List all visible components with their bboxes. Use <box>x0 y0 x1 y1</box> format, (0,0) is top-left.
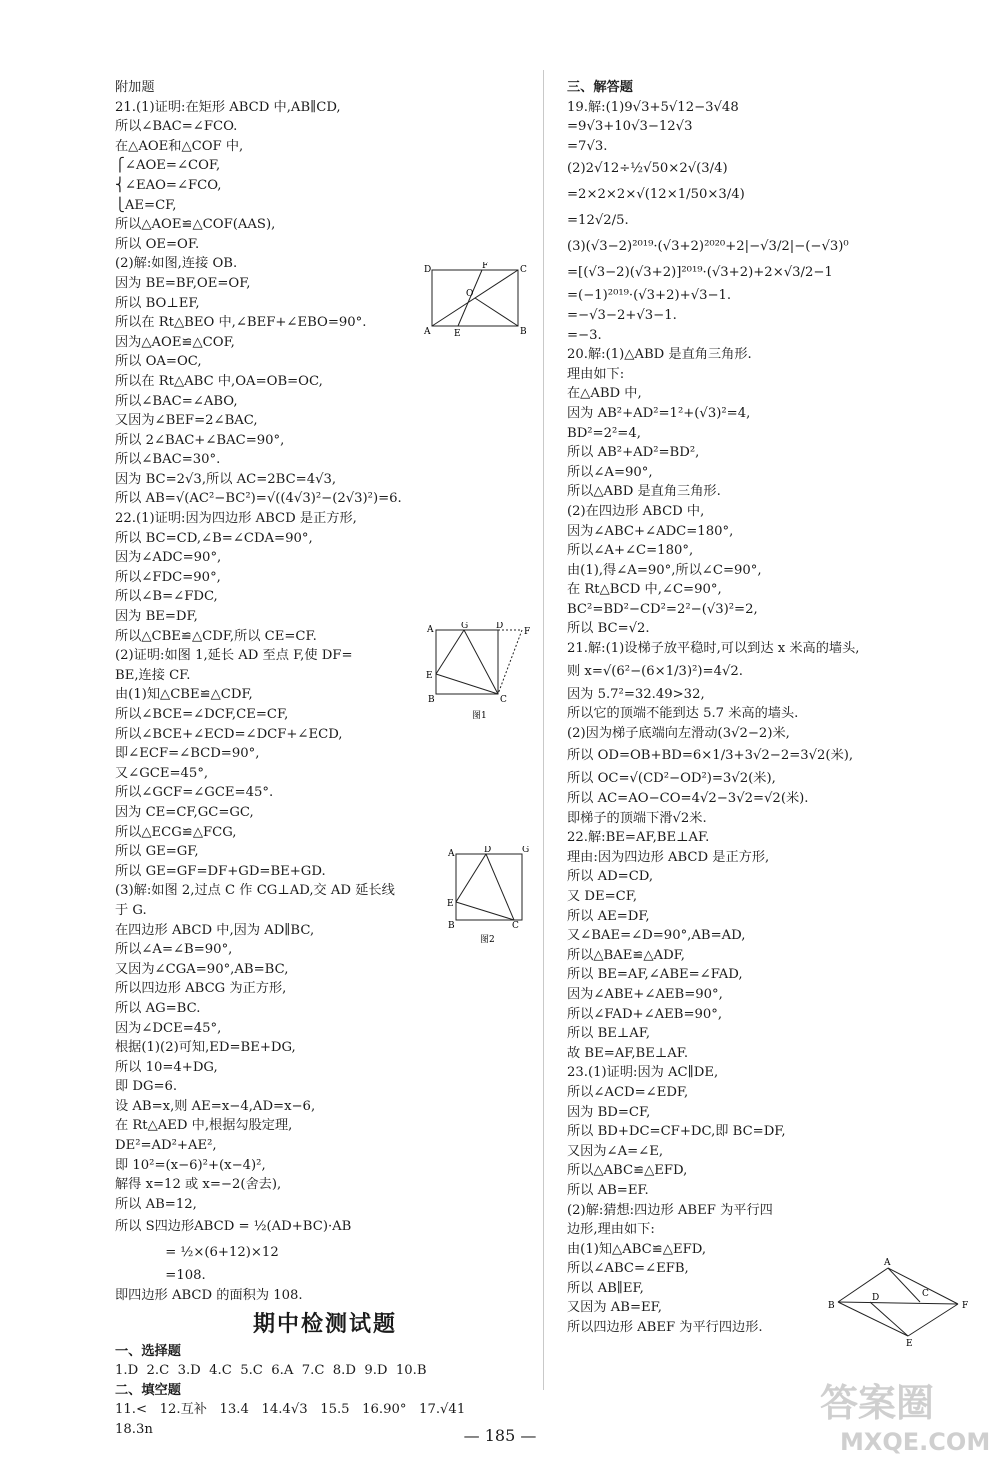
fig-label: G <box>461 622 469 631</box>
text-line: 即四边形 ABCD 的面积为 108. <box>115 1288 303 1304</box>
text-line: 由(1),得∠A=90°,所以∠C=90°, <box>567 562 762 578</box>
text-line: (2)解:猜想:四边形 ABEF 为平行四 <box>567 1202 773 1218</box>
text-line: 三、解答题 <box>567 80 633 95</box>
text-line: 因为∠ABE+∠AEB=90°, <box>567 986 723 1002</box>
text-line: 所以△AOE≌△COF(AAS), <box>115 217 276 233</box>
fig-label: D <box>484 846 492 855</box>
text-line: 所以 AB=√(AC²−BC²)=√((4√3)²−(2√3)²)=6. <box>115 491 402 507</box>
text-line: 所以 10=4+DG, <box>115 1059 218 1075</box>
text-line: 所以 AE=DF, <box>567 908 650 924</box>
text-line: 所以在 Rt△ABC 中,OA=OB=OC, <box>115 373 323 389</box>
text-line: =12√2/5. <box>567 213 629 229</box>
text-line: 所以 AB∥EF, <box>567 1280 644 1296</box>
text-line: 所以 BC=CD,∠B=∠CDA=90°, <box>115 530 313 546</box>
fig-label: C <box>520 265 527 275</box>
text-line: =7√3. <box>567 138 608 154</box>
text-line: =−3. <box>567 327 602 343</box>
text-line: 附加题 <box>115 80 155 95</box>
figure-1-caption: 图1 <box>472 711 487 721</box>
fig-label: D <box>872 1293 880 1303</box>
column-divider <box>543 70 544 1390</box>
text-line: 因为∠ABC+∠ADC=180°, <box>567 523 734 539</box>
text-line: 于 G. <box>115 902 147 918</box>
text-line: 在 Rt△AED 中,根据勾股定理, <box>115 1118 293 1134</box>
text-line: 所以△ABD 是直角三角形. <box>567 484 721 500</box>
text-line: 又因为∠A=∠E, <box>567 1143 664 1159</box>
text-line: 1.D 2.C 3.D 4.C 5.C 6.A 7.C 8.D 9.D 10.B <box>115 1363 427 1379</box>
text-line: 又∠BAE=∠D=90°,AB=AD, <box>567 928 746 944</box>
text-line: 所以 OC=√(CD²−OD²)=3√2(米), <box>567 771 776 787</box>
fig-label: C <box>500 695 507 705</box>
text-line: ⎨∠EAO=∠FCO, <box>115 177 222 193</box>
text-line: 因为 BE=DF, <box>115 609 198 625</box>
text-line: 所以∠A=90°, <box>567 464 653 480</box>
figure-2-caption: 图2 <box>480 935 495 945</box>
text-line: 在四边形 ABCD 中,因为 AD∥BC, <box>115 922 315 938</box>
text-line: 21.解:(1)设梯子放平稳时,可以到达 x 米高的墙头, <box>567 641 860 657</box>
figure-1 <box>424 622 534 722</box>
fig-label: D <box>424 265 432 275</box>
fig-label: F <box>482 262 489 271</box>
text-line: 因为 CE=CF,GC=GC, <box>115 804 254 820</box>
fig-label: A <box>884 1258 891 1268</box>
fig-label: E <box>447 899 454 909</box>
text-line: 所以△ECG≌△FCG, <box>115 824 237 840</box>
text-line: 在 Rt△BCD 中,∠C=90°, <box>567 582 722 598</box>
text-line: 所以 OE=OF. <box>115 236 200 252</box>
text-line: 理由如下: <box>567 366 625 382</box>
text-line: 所以 AG=BC. <box>115 1000 201 1016</box>
fig-label: G <box>522 846 530 855</box>
fig-label: B <box>428 695 435 705</box>
fig-label: B <box>520 327 527 337</box>
page-number: — 185 — <box>463 1426 537 1445</box>
text-line: 在△AOE和△COF 中, <box>115 138 244 154</box>
text-line: 所以∠FDC=90°, <box>115 569 221 585</box>
figure-2 <box>446 846 536 946</box>
text-line: 所以四边形 ABEF 为平行四边形. <box>567 1320 763 1336</box>
text-line: 所以 GE=GF, <box>115 844 199 860</box>
svg-text:答案圈: 答案圈 <box>820 1381 935 1425</box>
fig-label: F <box>524 627 531 637</box>
text-line: 所以在 Rt△BEO 中,∠BEF+∠EBO=90°. <box>115 315 367 331</box>
text-line: (2)因为梯子底端向左滑动(3√2−2)米, <box>567 725 790 741</box>
parallelogram-figure <box>826 1256 976 1346</box>
text-line: 即 DG=6. <box>115 1079 178 1095</box>
text-line: 所以 AB²+AD²=BD², <box>567 445 700 461</box>
text-line: =2×2×2×√(12×1/50×3/4) <box>567 187 745 203</box>
text-line: BC²=BD²−CD²=2²−(√3)²=2, <box>567 601 758 617</box>
text-line: 所以 BD+DC=CF+DC,即 BC=DF, <box>567 1124 786 1140</box>
text-line: 所以 AB=EF. <box>567 1182 649 1198</box>
text-line: 所以∠A=∠B=90°, <box>115 942 233 958</box>
fig-label: A <box>427 625 434 635</box>
text-line: 因为 5.7²=32.49>32, <box>567 686 705 702</box>
text-line: 所以△CBE≌△CDF,所以 CE=CF. <box>115 628 317 644</box>
text-line: 二、填空题 <box>115 1382 181 1398</box>
text-line: 所以∠A+∠C=180°, <box>567 543 694 559</box>
text-line: 所以 AD=CD, <box>567 869 654 885</box>
text-line: 22.解:BE=AF,BE⊥AF. <box>567 830 710 846</box>
text-line: =[(√3−2)(√3+2)]²⁰¹⁹·(√3+2)+2×√3/2−1 <box>567 265 833 281</box>
text-line: 边形,理由如下: <box>567 1222 655 1238</box>
fig-label: D <box>496 622 504 631</box>
text-line: 所以 GE=GF=DF+GD=BE+GD. <box>115 863 326 879</box>
text-line: BE,连接 CF. <box>115 667 191 683</box>
text-line: (2)解:如图,连接 OB. <box>115 256 238 272</box>
fig-label: C <box>922 1289 929 1299</box>
text-line: 故 BE=AF,BE⊥AF. <box>567 1045 689 1061</box>
text-line: (3)(√3−2)²⁰¹⁹·(√3+2)²⁰²⁰+2|−√3/2|−(−√3)⁰ <box>567 239 849 255</box>
text-line: 19.解:(1)9√3+5√12−3√48 <box>567 99 739 115</box>
text-line: 因为∠DCE=45°, <box>115 1020 222 1036</box>
text-line: 即 10²=(x−6)²+(x−4)², <box>115 1157 266 1173</box>
text-line: 所以 OD=OB+BD=6×1/3+3√2−2=3√2(米), <box>567 748 854 764</box>
text-line: (2)证明:如图 1,延长 AD 至点 F,使 DF= <box>115 648 353 664</box>
text-line: 即∠ECF=∠BCD=90°, <box>115 746 260 762</box>
text-line: 在△ABD 中, <box>567 386 642 402</box>
text-line: 所以∠FAD+∠AEB=90°, <box>567 1006 723 1022</box>
text-line: 所以∠BCE+∠ECD=∠DCF+∠ECD, <box>115 726 343 742</box>
fig-label: B <box>448 921 455 931</box>
text-line: 设 AB=x,则 AE=x−4,AD=x−6, <box>115 1098 316 1114</box>
text-line: 因为∠ADC=90°, <box>115 550 222 566</box>
fig-label: A <box>448 849 455 859</box>
text-line: (2)在四边形 ABCD 中, <box>567 503 705 519</box>
text-line: =−√3−2+√3−1. <box>567 307 677 323</box>
text-line: 22.(1)证明:因为四边形 ABCD 是正方形, <box>115 511 357 527</box>
text-line: 所以四边形 ABCG 为正方形, <box>115 981 287 997</box>
text-line: 所以 BC=√2. <box>567 621 650 637</box>
fig-label: A <box>424 327 431 337</box>
text-line: = ½×(6+12)×12 <box>115 1245 279 1261</box>
right-column <box>567 78 967 1338</box>
text-line: 根据(1)(2)可知,ED=BE+DG, <box>115 1040 296 1056</box>
text-line: 所以 2∠BAC+∠BAC=90°, <box>115 432 285 448</box>
text-line: 即梯子的顶端下滑√2米. <box>567 810 707 826</box>
fig-label: F <box>962 1301 969 1311</box>
text-line: 所以 AB=12, <box>115 1196 197 1212</box>
text-line: 因为 BE=BF,OE=OF, <box>115 275 251 291</box>
text-line: 11.< 12.互补 13.4 14.4√3 15.5 16.90° 17.√41 <box>115 1402 466 1418</box>
fig-label: O <box>466 289 474 299</box>
fig-label: E <box>426 671 433 681</box>
exam-title: 期中检测试题 <box>252 1310 397 1337</box>
text-line: 所以 S四边形ABCD = ½(AD+BC)·AB <box>115 1219 352 1235</box>
text-line: 所以∠BAC=30°. <box>115 452 221 468</box>
text-line: 所以∠ACD=∠EDF, <box>567 1084 689 1100</box>
text-line: 一、选择题 <box>115 1343 181 1359</box>
text-line: ⎩AE=CF, <box>115 197 177 213</box>
text-line: 因为 BD=CF, <box>567 1104 651 1120</box>
text-line: 所以它的顶端不能到达 5.7 米高的墙头. <box>567 706 799 722</box>
fig-label: E <box>454 329 461 337</box>
fig-label: B <box>828 1301 835 1311</box>
text-line: =(−1)²⁰¹⁹·(√3+2)+√3−1. <box>567 288 732 304</box>
text-line: =9√3+10√3−12√3 <box>567 119 693 135</box>
text-line: 所以 BE⊥AF, <box>567 1026 651 1042</box>
text-line: (3)解:如图 2,过点 C 作 CG⊥AD,交 AD 延长线 <box>115 883 395 899</box>
text-line: 所以∠B=∠FDC, <box>115 589 218 605</box>
text-line: 23.(1)证明:因为 AC∥DE, <box>567 1065 719 1081</box>
text-line: (2)2√12÷½√50×2√(3/4) <box>567 161 728 177</box>
text-line: BD²=2²=4, <box>567 425 641 441</box>
text-line: 所以△ABC≌△EFD, <box>567 1163 688 1179</box>
text-line: 21.(1)证明:在矩形 ABCD 中,AB∥CD, <box>115 99 341 115</box>
text-line: 所以∠ABC=∠EFB, <box>567 1261 689 1277</box>
text-line: 所以∠GCF=∠GCE=45°. <box>115 785 274 801</box>
text-line: 又因为∠CGA=90°,AB=BC, <box>115 961 289 977</box>
text-line: ⎧∠AOE=∠COF, <box>115 158 221 174</box>
text-line: 则 x=√(6²−(6×1/3)²)=4√2. <box>567 663 743 679</box>
fig-label: C <box>512 921 519 931</box>
text-line: 18.3n <box>115 1422 153 1437</box>
text-line: 又因为∠BEF=2∠BAC, <box>115 413 258 429</box>
text-line: 由(1)知△ABC≌△EFD, <box>567 1241 707 1257</box>
text-line: 所以∠BCE=∠DCF,CE=CF, <box>115 707 289 722</box>
text-line: 又 DE=CF, <box>567 889 638 904</box>
text-line: 又因为 AB=EF, <box>567 1300 662 1316</box>
text-line: 所以∠BAC=∠ABO, <box>115 393 238 409</box>
text-line: =108. <box>115 1268 206 1284</box>
text-line: 20.解:(1)△ABD 是直角三角形. <box>567 347 752 363</box>
text-line: 由(1)知△CBE≌△CDF, <box>115 687 253 703</box>
text-line: 所以△BAE≌△ADF, <box>567 947 685 963</box>
text-line: 所以 BE=AF,∠ABE=∠FAD, <box>567 967 743 983</box>
text-line: 所以∠BAC=∠FCO. <box>115 119 238 135</box>
text-line: DE²=AD²+AE², <box>115 1138 217 1154</box>
text-line: 解得 x=12 或 x=−2(舍去), <box>115 1177 282 1193</box>
text-line: 所以 OA=OC, <box>115 354 202 370</box>
watermark-logo <box>800 1372 990 1458</box>
rectangle-figure <box>420 262 530 337</box>
text-line: 因为 AB²+AD²=1²+(√3)²=4, <box>567 405 751 421</box>
text-line: 因为△AOE≌△COF, <box>115 334 235 350</box>
svg-text:MXQE.COM: MXQE.COM <box>840 1428 990 1456</box>
text-line: 又∠GCE=45°, <box>115 765 209 781</box>
text-line: 所以 AC=AO−CO=4√2−3√2=√2(米). <box>567 791 809 807</box>
fig-label: E <box>906 1339 913 1346</box>
text-line: 因为 BC=2√3,所以 AC=2BC=4√3, <box>115 471 337 487</box>
text-line: 所以 BO⊥EF, <box>115 295 200 311</box>
text-line: 理由:因为四边形 ABCD 是正方形, <box>567 849 770 865</box>
